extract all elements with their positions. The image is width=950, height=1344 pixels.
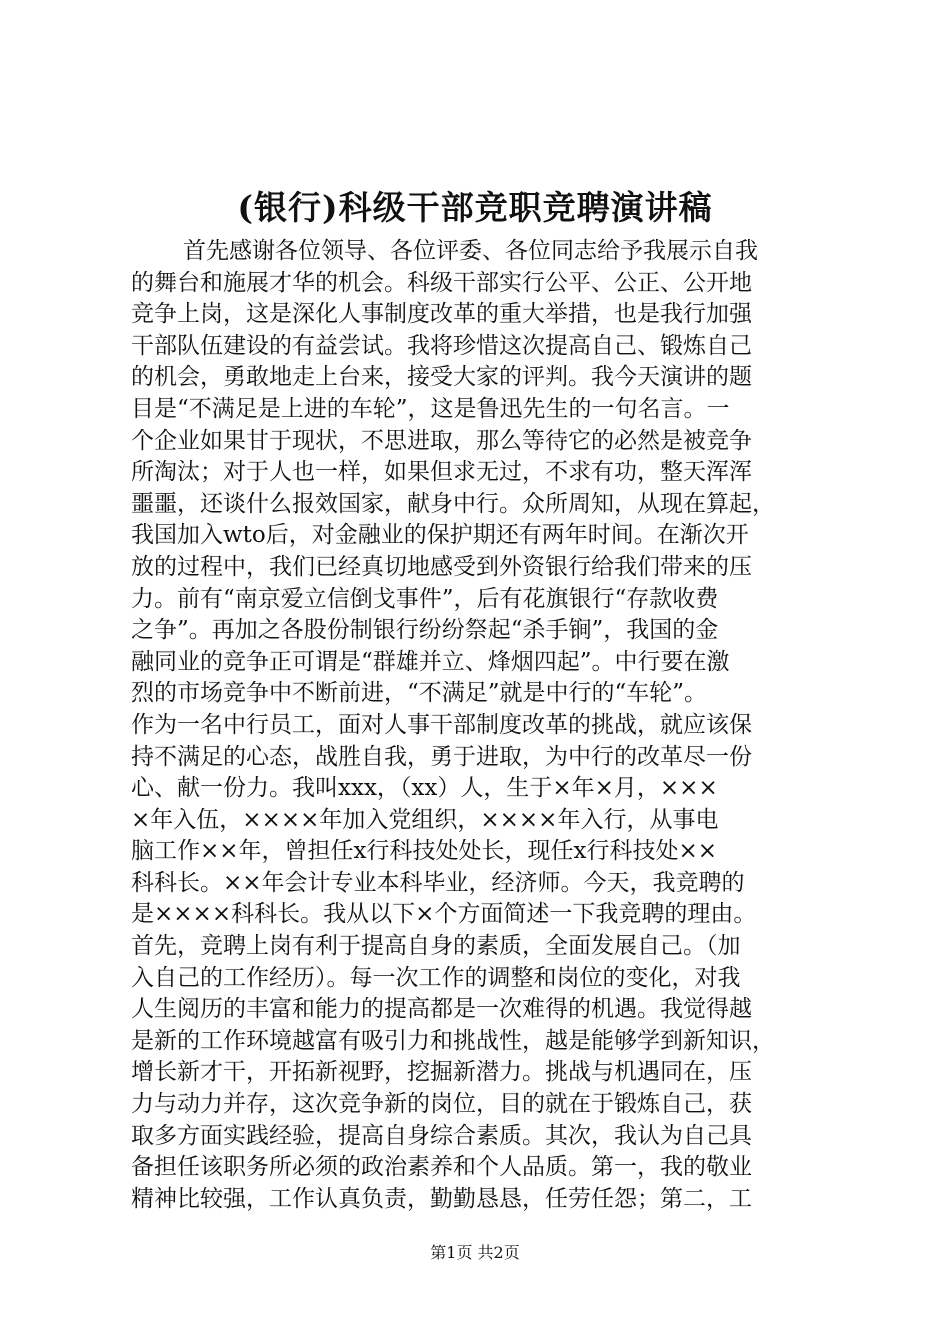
paragraph-line: 个企业如果甘于现状，不思进取，那么等待它的必然是被竞争	[131, 427, 752, 454]
paragraph-line: 竞争上岗，这是深化人事制度改革的重大举措，也是我行加强	[131, 301, 752, 328]
paragraph-line: 首先，竞聘上岗有利于提高自身的素质，全面发展自己。（加	[131, 933, 741, 960]
paragraph-line: 人生阅历的丰富和能力的提高都是一次难得的机遇。我觉得越	[131, 996, 752, 1023]
paragraph-line: 噩噩，还谈什么报效国家，献身中行。众所周知，从现在算起，	[131, 490, 775, 517]
paragraph-line: 烈的市场竞争中不断前进，“不满足”就是中行的“车轮”。	[131, 680, 708, 707]
document-title: (银行)科级干部竞职竞聘演讲稿	[237, 188, 713, 227]
paragraph-line: 放的过程中，我们已经真切地感受到外资银行给我们带来的压	[131, 553, 752, 580]
paragraph-line: 备担任该职务所必须的政治素养和个人品质。第一，我的敬业	[131, 1154, 752, 1181]
paragraph-line: 力。前有“南京爱立信倒戈事件”，后有花旗银行“存款收费	[131, 585, 719, 612]
paragraph-line: 首先感谢各位领导、各位评委、各位同志给予我展示自我	[183, 238, 758, 264]
paragraph-line: ×年入伍，××××年加入党组织，××××年入行，从事电	[131, 806, 719, 833]
paragraph-line: 是××××科科长。我从以下×个方面简述一下我竞聘的理由。	[131, 901, 757, 928]
paragraph-line: 精神比较强，工作认真负责，勤勤恳恳，任劳任怨；第二，工	[131, 1185, 752, 1212]
paragraph-line: 力与动力并存，这次竞争新的岗位，目的就在于锻炼自己，获	[131, 1091, 752, 1118]
paragraph-line: 融同业的竞争正可谓是“群雄并立、烽烟四起”。中行要在激	[131, 648, 730, 675]
paragraph-line: 目是“不满足是上进的车轮”，这是鲁迅先生的一句名言。一	[131, 395, 730, 422]
paragraph-line: 作为一名中行员工，面对人事干部制度改革的挑战，就应该保	[131, 711, 752, 738]
paragraph-line: 所淘汰；对于人也一样，如果但求无过，不求有功，整天浑浑	[131, 459, 752, 486]
paragraph-line: 持不满足的心态，战胜自我，勇于进取，为中行的改革尽一份	[131, 743, 752, 770]
paragraph-line: 科科长。××年会计专业本科毕业，经济师。今天，我竞聘的	[131, 869, 745, 896]
paragraph-line: 取多方面实践经验，提高自身综合素质。其次，我认为自己具	[131, 1122, 752, 1149]
paragraph-line: 之争”。再加之各股份制银行纷纷祭起“杀手锏”，我国的金	[131, 617, 719, 644]
paragraph-line: 脑工作××年，曾担任x行科技处处长，现任x行科技处××	[131, 838, 718, 865]
paragraph-line: 心、献一份力。我叫xxx，（xx）人，生于×年×月，×××	[131, 775, 718, 802]
page-number-footer: 第1页 共2页	[430, 1243, 520, 1262]
document-body	[131, 236, 831, 1215]
paragraph-line: 的机会，勇敢地走上台来，接受大家的评判。我今天演讲的题	[131, 364, 752, 391]
paragraph-line: 增长新才干，开拓新视野，挖掘新潜力。挑战与机遇同在，压	[131, 1059, 752, 1086]
paragraph-line: 是新的工作环境越富有吸引力和挑战性，越是能够学到新知识，	[131, 1027, 775, 1054]
paragraph-line: 入自己的工作经历）。每一次工作的调整和岗位的变化，对我	[131, 964, 741, 991]
paragraph-line: 干部队伍建设的有益尝试。我将珍惜这次提高自己、锻炼自己	[131, 332, 752, 359]
paragraph-line: 我国加入wto后，对金融业的保护期还有两年时间。在渐次开	[131, 522, 749, 549]
paragraph-line: 的舞台和施展才华的机会。科级干部实行公平、公正、公开地	[131, 269, 752, 296]
